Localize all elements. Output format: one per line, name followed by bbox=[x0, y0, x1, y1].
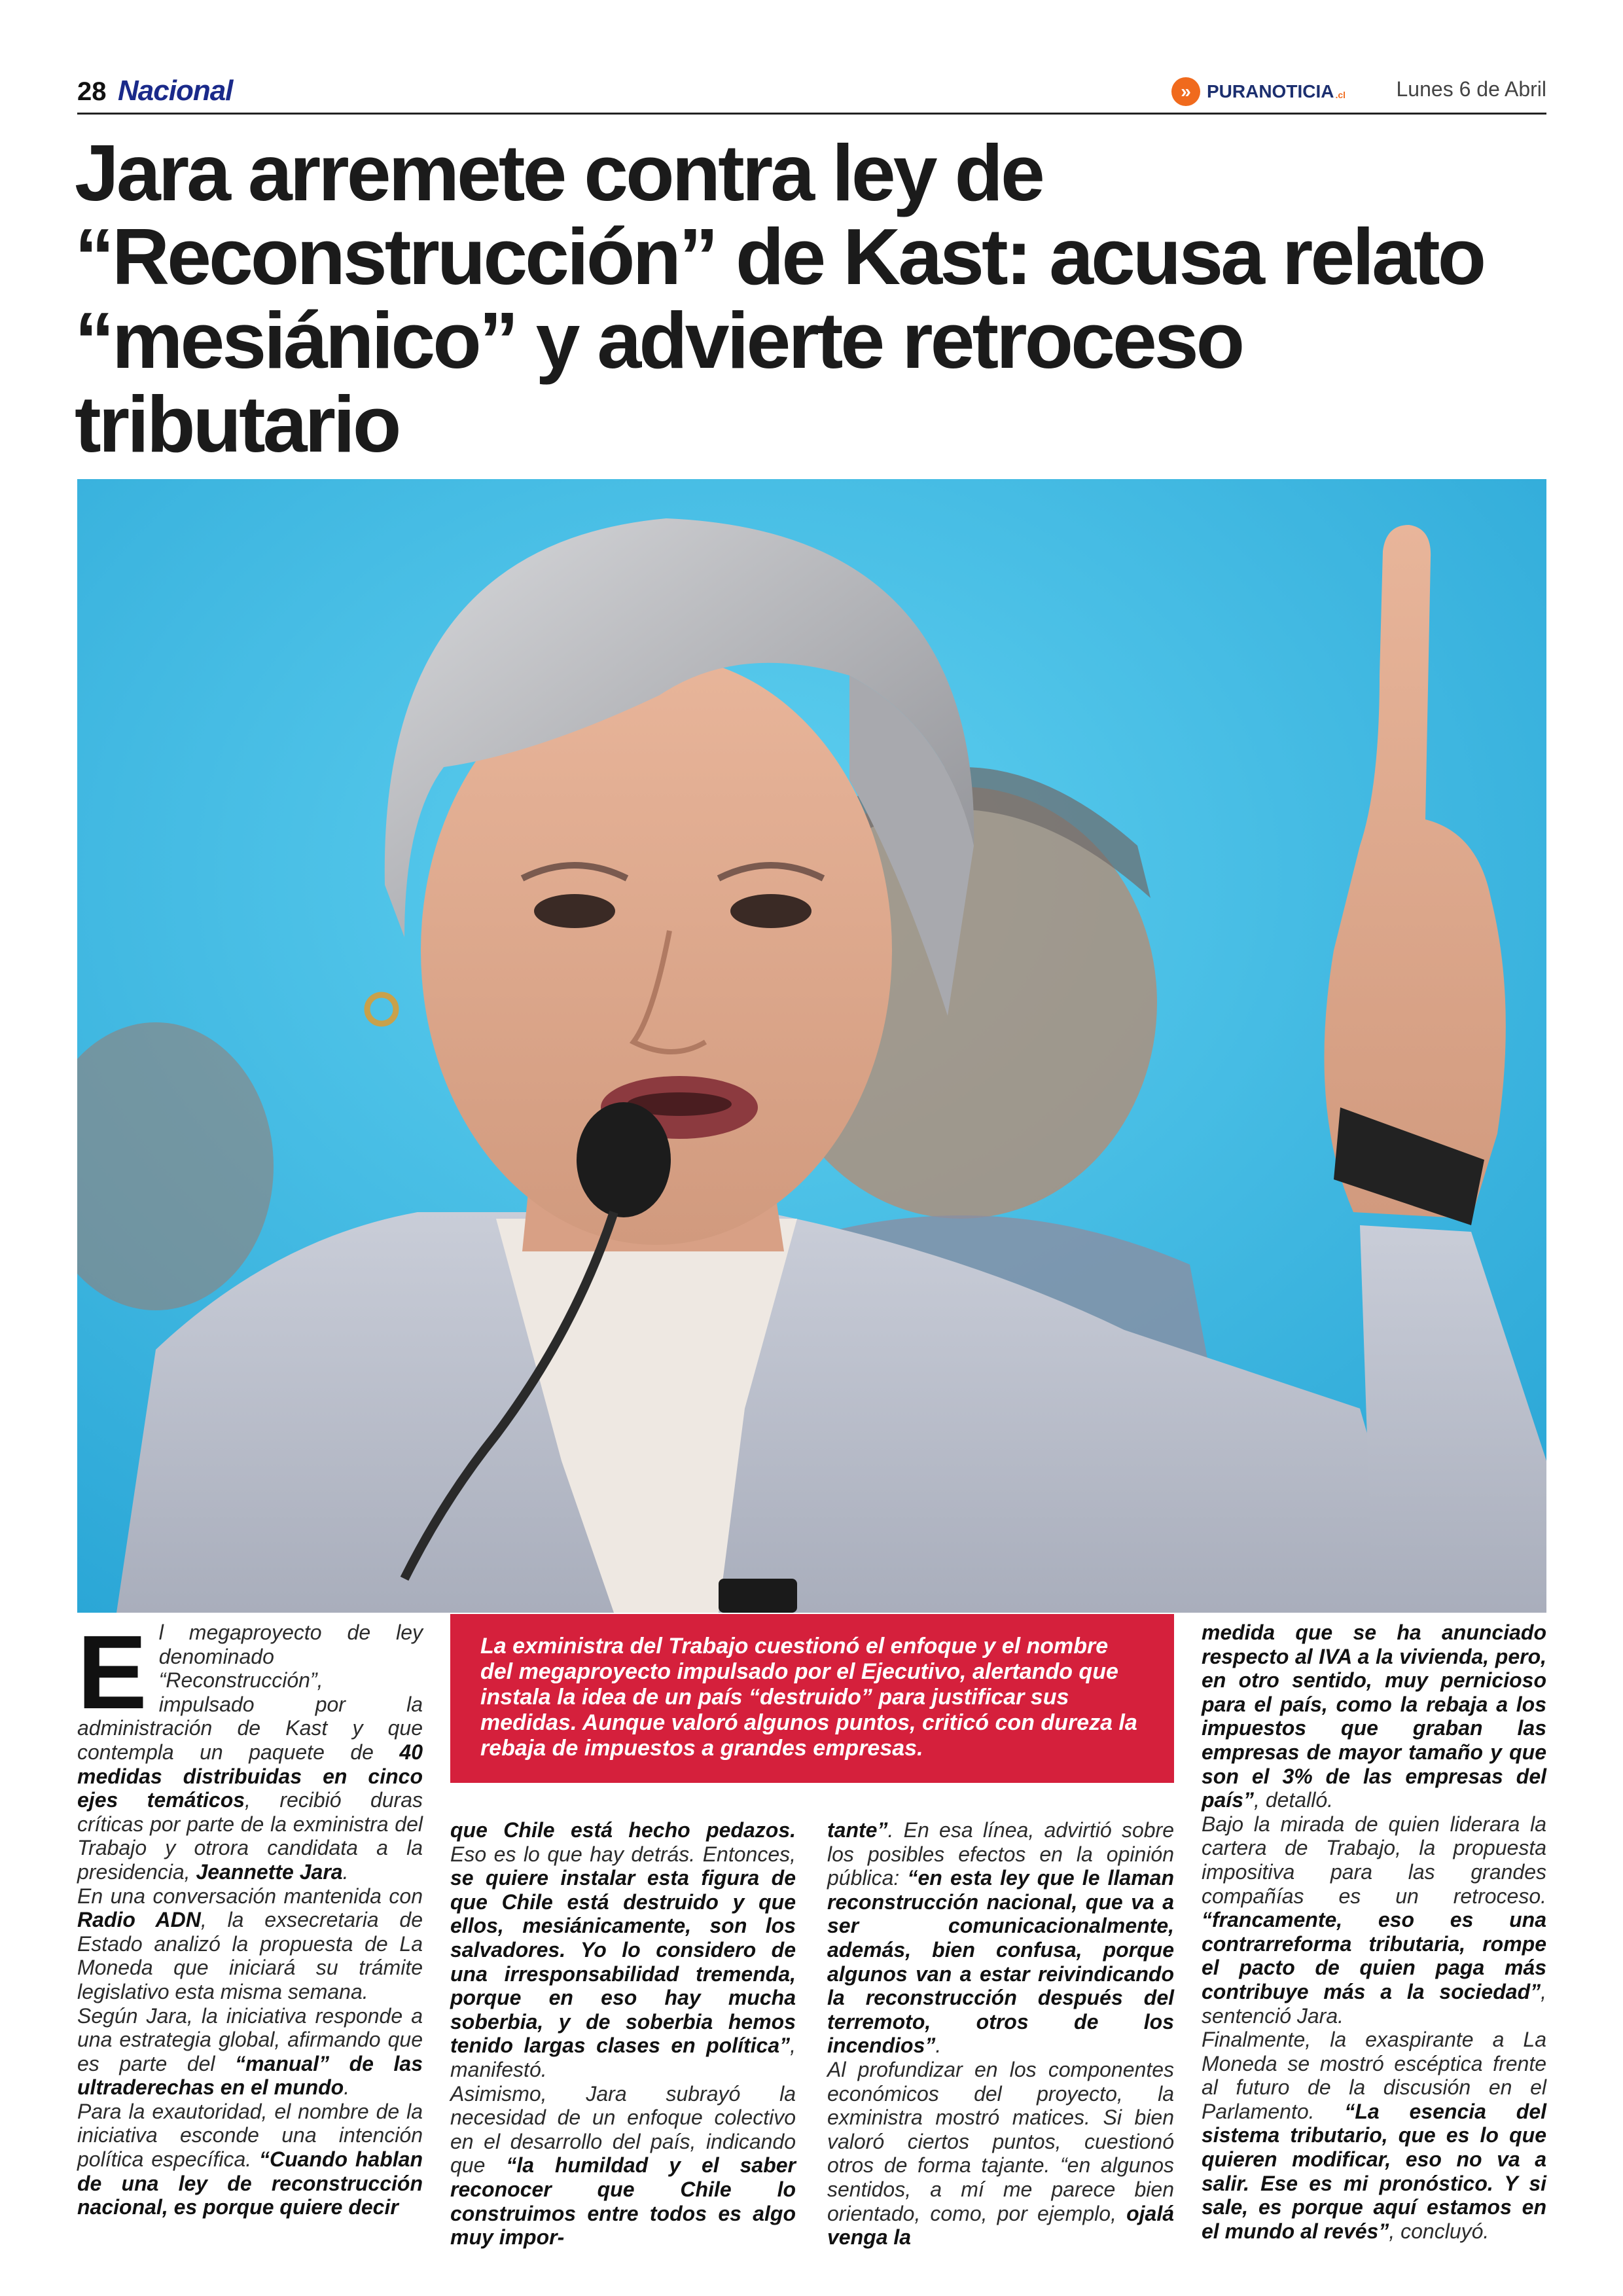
paragraph: Asimismo, Jara subrayó la necesidad de un enfoque colectivo en el desarrollo del país, indicando que “la humildad y el saber reconocer que Chile lo construimos entre todos es algo muy impor- bbox=[450, 2081, 796, 2250]
paragraph: Según Jara, la iniciativa responde a una estrategia global, afirmando que es parte del “manual” de las ultraderechas en el mundo. bbox=[77, 2003, 423, 2100]
article-column-4 bbox=[1202, 1621, 1546, 2243]
headline: Jara arremete contra ley de “Reconstrucción” de Kast: acusa relato “mesiánico” y advierte retroceso tributario bbox=[75, 128, 1484, 469]
section-name: Nacional bbox=[118, 75, 233, 107]
issue-date: Lunes 6 de Abril bbox=[1396, 77, 1546, 101]
header-rule bbox=[77, 113, 1546, 115]
page-header bbox=[77, 65, 1546, 117]
article-photo bbox=[77, 479, 1546, 1613]
logo-text: PURANOTICIA bbox=[1207, 81, 1334, 101]
paragraph: Al profundizar en los componentes económicos del proyecto, la exministra mostró matices. Si bien valoró ciertos puntos, cuestionó otros de forma tajante. “en algunos sentidos, a mí me parece bien orientado, como, por ejemplo, ojalá venga la bbox=[827, 2057, 1174, 2250]
page-number: 28 bbox=[77, 77, 107, 106]
paragraph: tante”. En esa línea, advirtió sobre los posibles efectos en la opinión pública: “en esta ley que le llaman reconstrucción nacional, que va a ser comunicacionalmente, además, bien confusa, porque algunos van a estar reivindicando la reconstrucción después del terremoto, otros de los incendios”. bbox=[827, 1818, 1175, 2058]
paragraph: que Chile está hecho pedazos. Eso es lo que hay detrás. Entonces, se quiere instalar esta figura de que Chile está destruido y que ellos, mesiánicamente, son los salvadores. Yo lo considero de una irresponsabilidad tremenda, porque en eso hay mucha soberbia, y de soberbia hemos tenido largas clases en política”, manifestó. bbox=[450, 1818, 796, 2081]
puranoticia-logo bbox=[1171, 77, 1346, 106]
article-column-2 bbox=[450, 1818, 796, 2250]
article-column-1 bbox=[77, 1613, 423, 2219]
logo-suffix: .cl bbox=[1335, 90, 1346, 100]
paragraph: l megaproyecto de ley denominado “Reconstrucción”, impulsado por la administración de Kast y que contempla un paquete de 40 medidas distribuidas en cinco ejes temáticos, recibió duras críticas por parte de la exministra del Trabajo y otrora candidata a la presidencia, Jeannette Jara. bbox=[77, 1621, 423, 1884]
paragraph: Para la exautoridad, el nombre de la iniciativa esconde una intención política específica. “Cuando hablan de una ley de reconstrucción nacional, es porque quiere decir bbox=[77, 2099, 423, 2219]
paragraph: medida que se ha anunciado respecto al IVA a la vivienda, pero, en otro sentido, muy pernicioso para el país, como la rebaja a los impuestos que graban las empresas de mayor tamaño y que son el 3% de las empresas del país”, detalló. bbox=[1202, 1621, 1546, 1812]
paragraph: En una conversación mantenida con Radio ADN, la exsecretaria de Estado analizó la propuesta de La Moneda que iniciará su trámite legislativo esta misma semana. bbox=[77, 1884, 423, 2003]
summary-box: La exministra del Trabajo cuestionó el enfoque y el nombre del megaproyecto impulsado por el Ejecutivo, alertando que instala la idea de un país “destruido” para justificar sus medidas. Aunque valoró algunos puntos, criticó con dureza la rebaja de impuestos a grandes empresas. bbox=[450, 1614, 1174, 1783]
paragraph: Bajo la mirada de quien liderara la cartera de Trabajo, la propuesta impositiva para las grandes compañías es un retroceso. “francamente, eso es una contrarreforma tributaria, rompe el pacto de quien paga más contribuye más a la sociedad”, sentenció Jara. bbox=[1202, 1812, 1546, 2028]
paragraph: Finalmente, la exaspirante a La Moneda se mostró escéptica frente al futuro de la discusión en el Parlamento. “La esencia del sistema tributario, que es lo que quieren modificar, eso no va a salir. Ese es mi pronóstico. Y si sale, es porque aquí estamos en el mundo al revés”, concluyó. bbox=[1202, 2028, 1547, 2243]
article-column-3 bbox=[827, 1818, 1174, 2250]
drop-cap: E bbox=[77, 1613, 147, 1731]
logo-chevron-icon: » bbox=[1171, 77, 1200, 106]
